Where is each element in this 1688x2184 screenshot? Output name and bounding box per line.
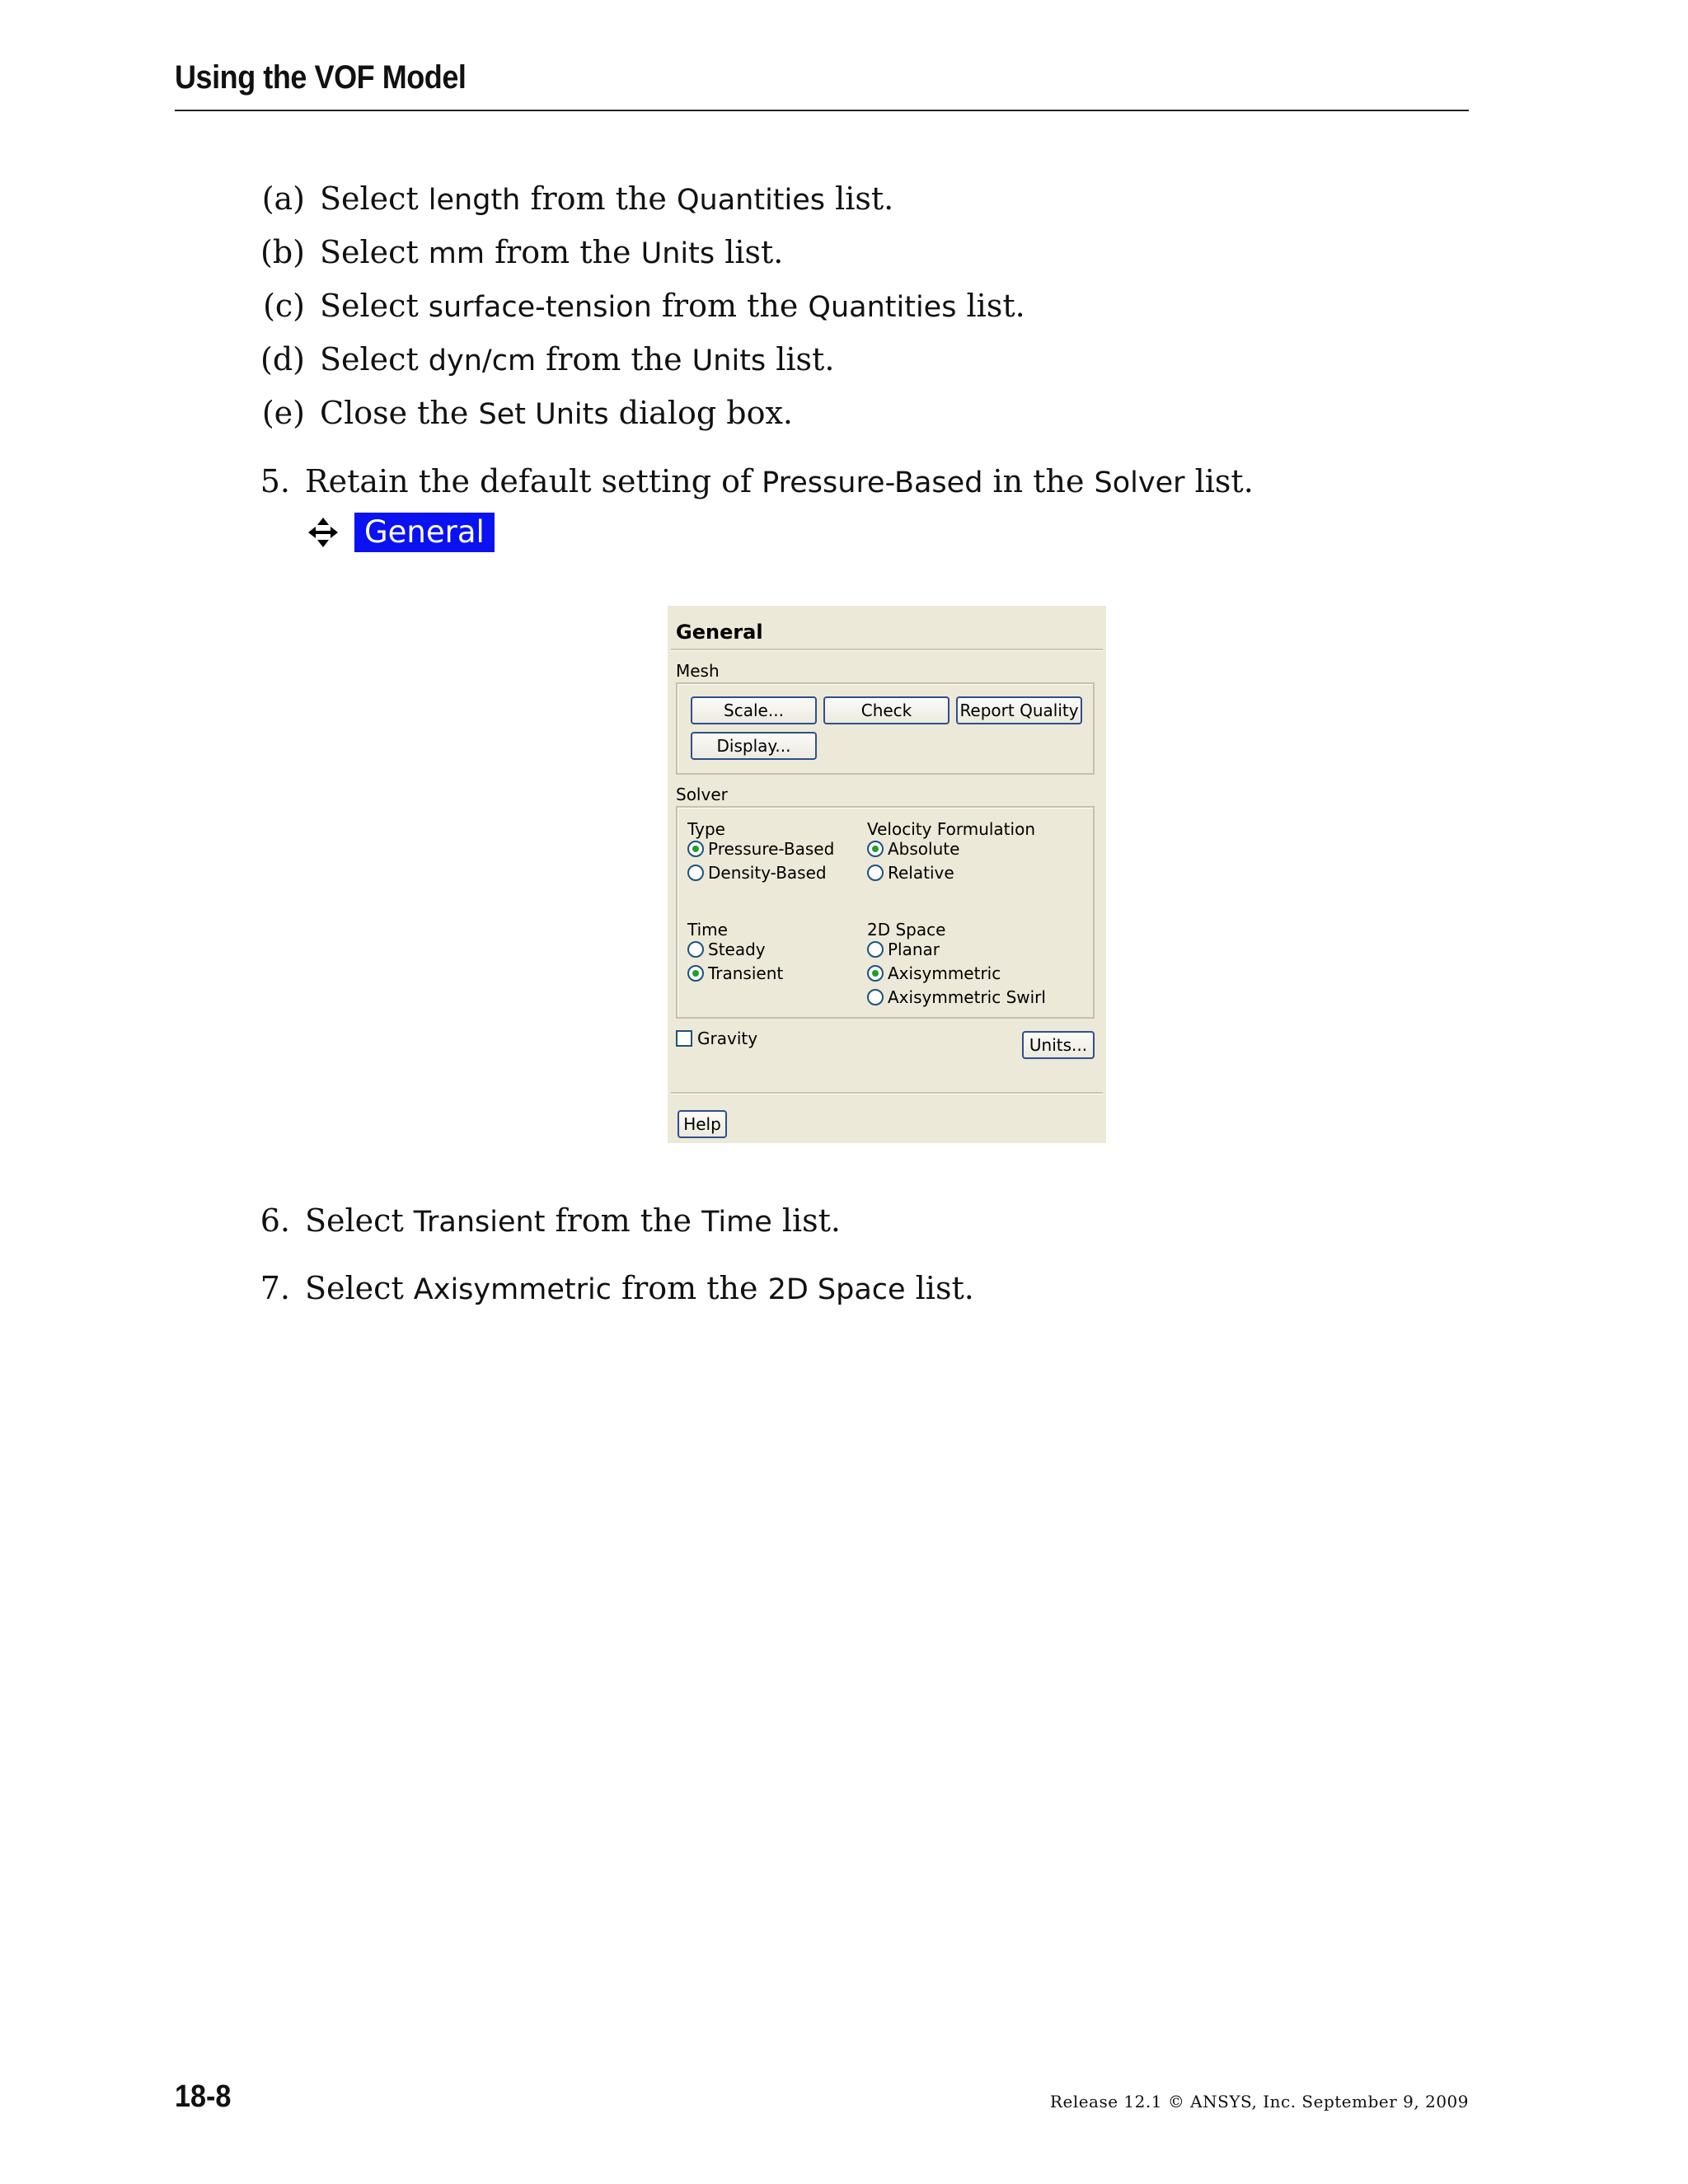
release-notice: Release 12.1 © ANSYS, Inc. September 9, 2009 [1049,2092,1469,2111]
report-quality-button[interactable]: Report Quality [956,696,1082,724]
ui-term: surface-tension [428,291,652,324]
radio-selected-icon [687,965,704,982]
ui-term: Units [640,237,715,270]
nav-general-tag[interactable]: General [354,513,495,552]
step-number: 6. [260,1202,290,1239]
panel-title: General [676,621,763,644]
substep-label: (e) [261,395,305,431]
running-header-title: Using the VOF Model [175,59,467,96]
step-7: 7. Select Axisymmetric from the 2D Space list. [257,1269,974,1309]
ui-term: Solver [1094,466,1185,499]
radio-planar[interactable]: Planar [867,939,940,960]
radio-transient[interactable]: Transient [687,963,783,984]
ui-term: dyn/cm [428,344,537,377]
ui-term: mm [428,237,485,270]
display-button[interactable]: Display... [691,732,817,760]
radio-density-based[interactable]: Density-Based [687,862,827,883]
ui-term: 2D Space [767,1273,906,1306]
step-number: 5. [260,463,290,499]
gravity-checkbox[interactable]: Gravity [676,1028,757,1049]
substep-d: (d) Select dyn/cm from the Units list. [247,340,834,380]
help-button[interactable]: Help [678,1110,727,1138]
ui-term: length [428,184,521,217]
help-divider [671,1092,1103,1094]
step-number: 7. [260,1270,290,1306]
radio-selected-icon [687,841,704,857]
ui-term: Quantities [676,184,826,217]
check-button[interactable]: Check [823,696,950,724]
radio-selected-icon [867,841,884,857]
radio-axisymmetric[interactable]: Axisymmetric [867,963,1001,984]
radio-axisymmetric-swirl[interactable]: Axisymmetric Swirl [867,987,1046,1008]
type-label: Type [687,819,725,839]
navigation-arrows-icon [307,516,340,549]
step-6: 6. Select Transient from the Time list. [257,1202,841,1241]
radio-absolute[interactable]: Absolute [867,838,959,860]
substep-label: (d) [260,341,305,377]
units-button[interactable]: Units... [1022,1031,1095,1059]
radio-selected-icon [867,965,884,982]
checkbox-icon [676,1030,692,1047]
ui-term: Quantities [808,291,957,324]
navigation-path [307,511,495,554]
velocity-formulation-label: Velocity Formulation [867,819,1035,839]
substep-c: (c) Select surface-tension from the Quantities list. [247,287,1025,326]
title-divider [671,649,1103,651]
ui-term: Time [701,1206,772,1239]
general-panel [668,606,1106,1143]
scale-button[interactable]: Scale... [691,696,817,724]
radio-unselected-icon [867,941,884,958]
2d-space-label: 2D Space [867,920,946,940]
substep-label: (c) [263,288,305,324]
step-5: 5. Retain the default setting of Pressure-Based in the Solver list. [257,462,1254,502]
radio-unselected-icon [687,865,704,881]
radio-pressure-based[interactable]: Pressure-Based [687,838,834,860]
ui-term: Pressure-Based [762,466,983,499]
time-label: Time [687,920,728,940]
radio-unselected-icon [867,865,884,881]
radio-relative[interactable]: Relative [867,862,954,883]
substep-label: (a) [261,180,305,217]
ui-term: Axisymmetric [413,1273,612,1306]
solver-group-label: Solver [676,785,728,804]
radio-unselected-icon [687,941,704,958]
substep-e: (e) Close the Set Units dialog box. [247,394,793,434]
header-rule [175,110,1469,111]
radio-steady[interactable]: Steady [687,939,766,960]
radio-unselected-icon [867,989,884,1005]
page-number: 18-8 [175,2079,232,2114]
ui-term: Units [692,344,767,377]
substep-b: (b) Select mm from the Units list. [247,233,783,273]
mesh-group-label: Mesh [676,661,720,681]
ui-term: Set Units [478,398,609,431]
ui-term: Transient [413,1206,546,1239]
substep-a: (a) Select length from the Quantities list. [247,180,893,219]
substep-label: (b) [260,234,305,270]
